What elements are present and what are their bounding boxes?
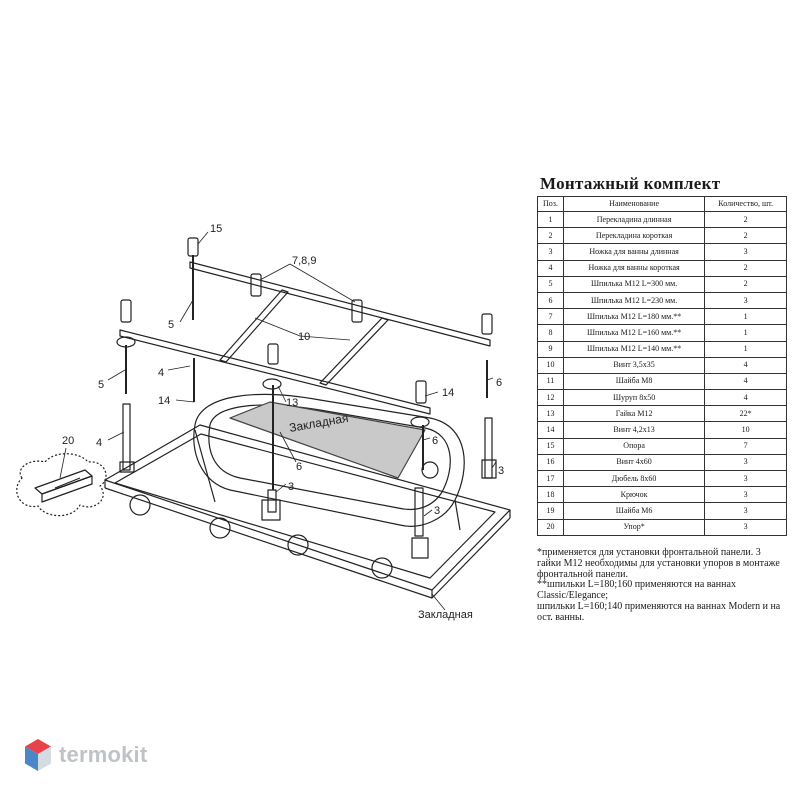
cell-qty: 2 — [705, 276, 787, 292]
cell-pos: 20 — [538, 519, 564, 535]
cell-pos: 16 — [538, 454, 564, 470]
callout-number: 4 — [96, 437, 103, 449]
cell-qty: 4 — [705, 390, 787, 406]
cell-qty: 3 — [705, 519, 787, 535]
cell-qty: 10 — [705, 422, 787, 438]
cell-name: Шпилька М12 L=140 мм.** — [563, 341, 704, 357]
stopper-detail — [17, 454, 106, 516]
table-row — [538, 503, 787, 519]
table-row — [538, 357, 787, 373]
cell-pos: 15 — [538, 438, 564, 454]
cell-qty: 3 — [705, 244, 787, 260]
cell-name: Перекладина короткая — [563, 228, 704, 244]
table-row — [538, 471, 787, 487]
cell-pos: 2 — [538, 228, 564, 244]
cell-name: Ножка для ванны короткая — [563, 260, 704, 276]
cell-pos: 11 — [538, 373, 564, 389]
table-row — [538, 260, 787, 276]
cell-name: Гайка М12 — [563, 406, 704, 422]
table-row — [538, 390, 787, 406]
cell-pos: 12 — [538, 390, 564, 406]
cell-qty: 2 — [705, 260, 787, 276]
table-header-row — [538, 197, 787, 212]
table-row — [538, 454, 787, 470]
callout-number: 6 — [432, 435, 439, 447]
note-studs-classic: **шпильки L=180;160 применяются на ваннах Classic/Elegance; — [537, 579, 736, 602]
cell-name: Ножка для ванны длинная — [563, 244, 704, 260]
callout-number: 14 — [158, 395, 171, 407]
column-header-name: Наименование — [563, 197, 704, 212]
cell-pos: 1 — [538, 212, 564, 228]
table-row — [538, 406, 787, 422]
callout-number: 3 — [434, 505, 441, 517]
table-row — [538, 212, 787, 228]
cell-pos: 19 — [538, 503, 564, 519]
cell-qty: 2 — [705, 212, 787, 228]
cell-pos: 6 — [538, 292, 564, 308]
cell-pos: 10 — [538, 357, 564, 373]
cell-name: Винт 4х60 — [563, 454, 704, 470]
cell-qty: 3 — [705, 292, 787, 308]
support-circle — [210, 518, 230, 538]
cell-pos: 5 — [538, 276, 564, 292]
cell-qty: 3 — [705, 503, 787, 519]
cell-qty: 3 — [705, 471, 787, 487]
table-row — [538, 438, 787, 454]
cell-name: Шайба М8 — [563, 373, 704, 389]
hexagon-logo-icon — [24, 738, 52, 772]
kit-table — [537, 196, 787, 536]
cell-qty: 1 — [705, 309, 787, 325]
cell-name: Упор* — [563, 519, 704, 535]
callout-number: 4 — [158, 367, 165, 379]
callout-number: 6 — [496, 377, 503, 389]
brand-logo — [24, 735, 147, 775]
cell-name: Шайба М6 — [563, 503, 704, 519]
table-row — [538, 325, 787, 341]
note-front-panel: *применяется для установки фронтальной панели. 3 гайки М12 необходимы для установки упоров в монтаже фронтальной панели. — [537, 547, 780, 580]
cell-pos: 14 — [538, 422, 564, 438]
table-row — [538, 228, 787, 244]
cell-pos: 8 — [538, 325, 564, 341]
cell-pos: 3 — [538, 244, 564, 260]
cell-qty: 22* — [705, 406, 787, 422]
cell-pos: 9 — [538, 341, 564, 357]
cell-pos: 4 — [538, 260, 564, 276]
cell-qty: 2 — [705, 228, 787, 244]
callout-number: 5 — [98, 379, 105, 391]
table-row — [538, 373, 787, 389]
support-circle — [372, 558, 392, 578]
support-circle — [130, 495, 150, 515]
cell-qty: 3 — [705, 454, 787, 470]
column-header-qty: Количество, шт. — [705, 197, 787, 212]
table-row — [538, 487, 787, 503]
callout-number: 6 — [296, 461, 303, 473]
table-row — [538, 292, 787, 308]
cell-qty: 4 — [705, 373, 787, 389]
note-studs-modern: шпильки L=160;140 применяются на ваннах Modern и на ост. ванны. — [537, 600, 781, 623]
cell-name: Шуруп 8х50 — [563, 390, 704, 406]
table-row — [538, 309, 787, 325]
table-row — [538, 422, 787, 438]
kit-title: Монтажный комплект — [540, 174, 721, 193]
callout-number: 14 — [442, 387, 455, 399]
cell-name: Шпилька М12 L=300 мм. — [563, 276, 704, 292]
cell-name: Шпилька М12 L=230 мм. — [563, 292, 704, 308]
cell-name: Дюбель 8х60 — [563, 471, 704, 487]
cell-pos: 7 — [538, 309, 564, 325]
callout-number: 20 — [62, 435, 75, 447]
cell-qty: 1 — [705, 325, 787, 341]
brand-name: termokit — [59, 742, 148, 767]
callout-number: 3 — [498, 465, 505, 477]
cell-name: Шпилька М12 L=180 мм.** — [563, 309, 704, 325]
callout-number: 15 — [210, 223, 223, 235]
cell-name: Шпилька М12 L=160 мм.** — [563, 325, 704, 341]
cell-qty: 3 — [705, 487, 787, 503]
cell-pos: 13 — [538, 406, 564, 422]
cell-name: Крючок — [563, 487, 704, 503]
cell-pos: 18 — [538, 487, 564, 503]
cell-qty: 7 — [705, 438, 787, 454]
insert-label-bottom: Закладная — [418, 609, 473, 621]
callout-number: 10 — [298, 331, 311, 343]
cell-name: Перекладина длинная — [563, 212, 704, 228]
cell-name: Винт 4,2х13 — [563, 422, 704, 438]
table-row — [538, 244, 787, 260]
cell-pos: 17 — [538, 471, 564, 487]
insert-label-top: Закладная — [288, 410, 350, 435]
callout-number: 5 — [168, 319, 175, 331]
table-row — [538, 341, 787, 357]
cell-name: Винт 3,5х35 — [563, 357, 704, 373]
cell-qty: 4 — [705, 357, 787, 373]
callout-number: 7,8,9 — [292, 255, 317, 267]
cell-qty: 1 — [705, 341, 787, 357]
cell-name: Опора — [563, 438, 704, 454]
callout-number: 13 — [286, 397, 299, 409]
column-header-pos: Поз. — [538, 197, 564, 212]
callout-number: 3 — [288, 481, 295, 493]
table-notes — [537, 548, 787, 624]
table-row — [538, 276, 787, 292]
table-row — [538, 519, 787, 535]
